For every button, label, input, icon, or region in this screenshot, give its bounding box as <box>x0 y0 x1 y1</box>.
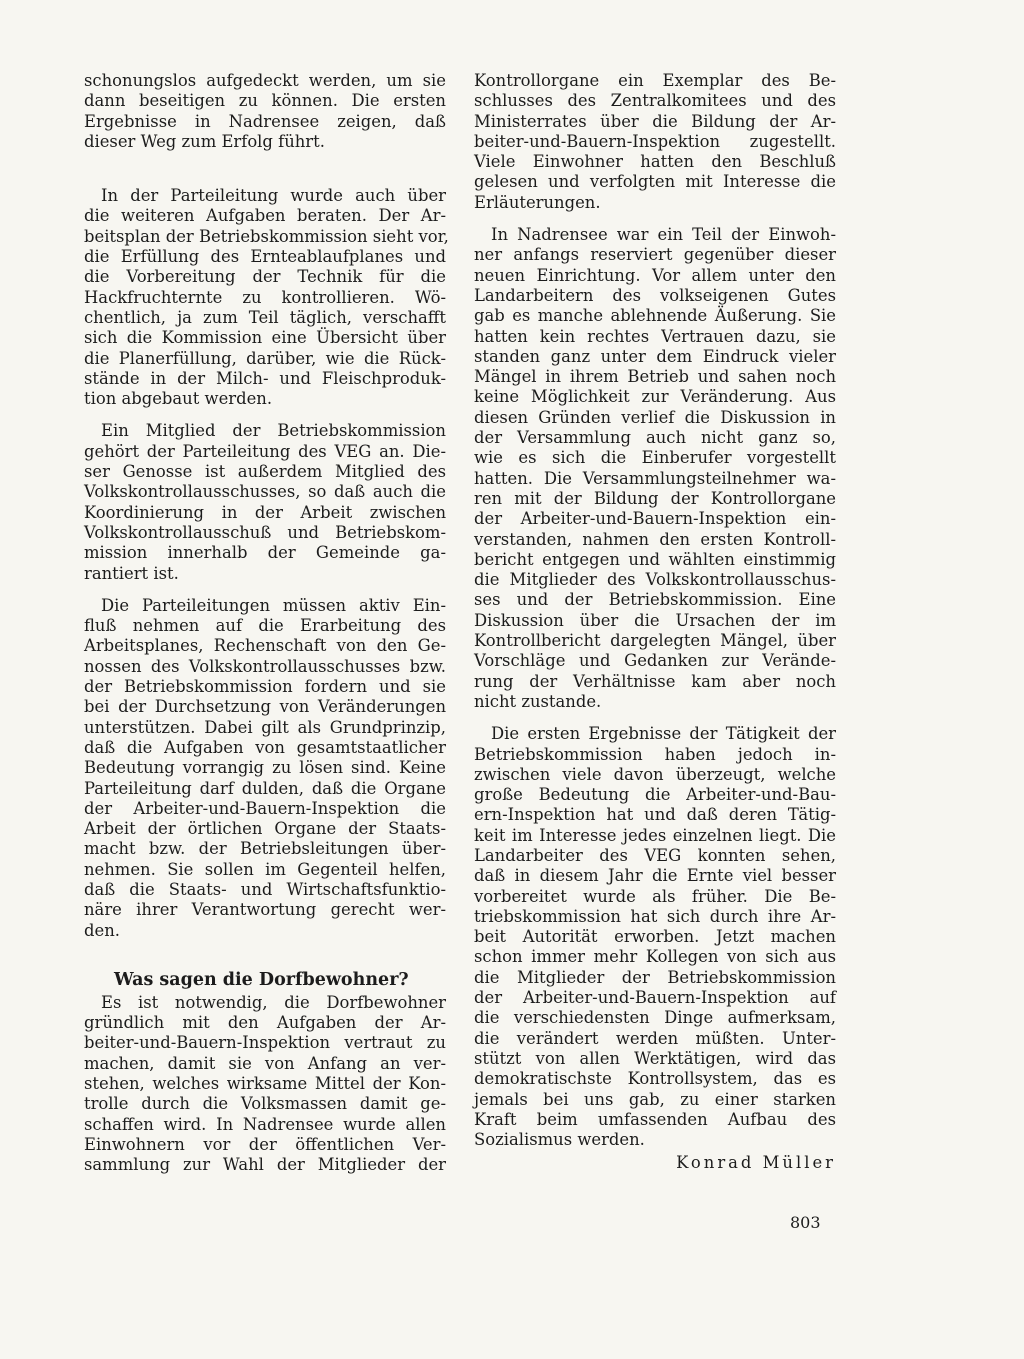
text-line: große Bedeutung die Arbeiter-und-Bau- <box>474 785 836 805</box>
text-line: nicht zustande. <box>474 691 602 711</box>
left-paragraph-4 <box>84 596 446 941</box>
text-line: stehen, welches wirksame Mittel der Kon- <box>84 1074 446 1094</box>
text-line: keine Möglichkeit zur Veränderung. Aus <box>474 387 836 407</box>
text-line: Mängel in ihrem Betrieb und sahen noch <box>474 367 836 387</box>
author-signature: Konrad Müller <box>676 1153 836 1173</box>
text-line: Die Parteileitungen müssen aktiv Ein- <box>101 595 446 615</box>
left-column <box>84 71 449 1176</box>
text-line: jemals bei uns gab, zu einer starken <box>474 1089 836 1109</box>
text-line: gelesen und verfolgten mit Interesse die <box>474 172 836 192</box>
text-line: die Erfüllung des Ernteablaufplanes und <box>84 247 446 267</box>
text-line: Kontrollbericht dargelegten Mängel, über <box>474 631 836 651</box>
text-line: ses und der Betriebskommission. Eine <box>474 590 836 610</box>
text-line: die Mitglieder der Betriebskommission <box>474 967 836 987</box>
text-line: schon immer mehr Kollegen von sich aus <box>474 947 836 967</box>
text-line: bei der Durchsetzung von Veränderungen <box>84 697 446 717</box>
text-line: zwischen viele davon überzeugt, welche <box>474 764 836 784</box>
text-line: stände in der Milch- und Fleischproduk- <box>84 368 446 388</box>
text-line: In Nadrensee war ein Teil der Einwoh- <box>491 225 836 245</box>
right-paragraph-2 <box>474 225 836 712</box>
text-line: tion abgebaut werden. <box>84 389 273 409</box>
text-line: gehört der Parteileitung des VEG an. Die- <box>84 441 446 461</box>
text-line: schonungslos aufgedeckt werden, um sie <box>84 71 446 90</box>
text-line: der Betriebskommission fordern und sie <box>84 677 446 697</box>
text-line: unterstützen. Dabei gilt als Grundprinzip, <box>84 717 446 737</box>
text-line: die verschiedensten Dinge aufmerksam, <box>474 1008 836 1028</box>
text-line: Hackfruchternte zu kontrollieren. Wö- <box>84 287 446 307</box>
text-line: Arbeit der örtlichen Organe der Staats- <box>84 819 446 839</box>
text-line: trolle durch die Volksmassen damit ge- <box>84 1094 446 1114</box>
text-line: näre ihrer Verantwortung gerecht wer- <box>84 900 446 920</box>
text-line: gab es manche ablehnende Äußerung. Sie <box>474 306 836 326</box>
text-line: dieser Weg zum Erfolg führt. <box>84 131 325 151</box>
text-line: verstanden, nahmen den ersten Kontroll- <box>474 529 836 549</box>
text-line: hatten kein rechtes Vertrauen dazu, sie <box>474 326 836 346</box>
right-column <box>474 71 836 1174</box>
text-line: bericht entgegen und wählten einstimmig <box>474 549 836 569</box>
right-paragraph-1 <box>474 71 836 213</box>
left-paragraph-1 <box>84 71 446 152</box>
text-line: die Planerfüllung, darüber, wie die Rück- <box>84 348 446 368</box>
text-line: stützt von allen Werktätigen, wird das <box>474 1048 836 1068</box>
text-line: Es ist notwendig, die Dorfbewohner <box>101 992 446 1012</box>
text-line: sich die Kommission eine Übersicht über <box>84 328 446 348</box>
text-line: triebskommission hat sich durch ihre Ar- <box>474 906 836 926</box>
text-line: Ministerrates über die Bildung der Ar- <box>474 111 836 131</box>
section-heading: Was sagen die Dorfbewohner? <box>114 969 409 990</box>
text-line: die verändert werden müßten. Unter- <box>474 1028 836 1048</box>
text-line: ser Genosse ist außerdem Mitglied des <box>84 462 446 482</box>
text-line: gründlich mit den Aufgaben der Ar- <box>84 1013 446 1033</box>
right-paragraph-3 <box>474 724 836 1150</box>
text-line: machen, damit sie von Anfang an ver- <box>84 1053 446 1073</box>
text-line: daß in diesem Jahr die Ernte viel besser <box>474 866 836 886</box>
text-line: ner anfangs reserviert gegenüber dieser <box>474 245 836 265</box>
text-line: Arbeitsplanes, Rechenschaft von den Ge- <box>84 636 446 656</box>
text-line: ren mit der Bildung der Kontrollorgane <box>474 488 836 508</box>
text-line: Kontrollorgane ein Exemplar des Be- <box>474 71 836 90</box>
text-line: fluß nehmen auf die Erarbeitung des <box>84 616 446 636</box>
text-line: Vorschläge und Gedanken zur Verände- <box>474 651 836 671</box>
text-line: vorbereitet wurde als früher. Die Be- <box>474 886 836 906</box>
text-line: der Arbeiter-und-Bauern-Inspektion die <box>84 798 446 818</box>
text-line: Volkskontrollausschusses, so daß auch die <box>84 482 446 502</box>
text-line: schaffen wird. In Nadrensee wurde allen <box>84 1114 446 1134</box>
text-line: der Versammlung auch nicht ganz so, <box>474 428 836 448</box>
text-line: der Arbeiter-und-Bauern-Inspektion ein- <box>474 509 836 529</box>
left-paragraph-5 <box>84 993 446 1176</box>
text-line: keit im Interesse jedes einzelnen liegt. Die <box>474 825 836 845</box>
text-line: beiter-und-Bauern-Inspektion zugestellt. <box>474 131 836 151</box>
left-paragraph-2 <box>84 186 449 409</box>
text-line: mission innerhalb der Gemeinde ga- <box>84 543 446 563</box>
text-line: hatten. Die Versammlungsteilnehmer wa- <box>474 468 836 488</box>
text-line: Betriebskommission haben jedoch in- <box>474 744 836 764</box>
text-line: Sozialismus werden. <box>474 1130 645 1150</box>
text-line: wie es sich die Einberufer vorgestellt <box>474 448 836 468</box>
text-line: demokratischste Kontrollsystem, das es <box>474 1069 836 1089</box>
text-line: Erläuterungen. <box>474 192 601 212</box>
text-line: diesen Gründen verlief die Diskussion in <box>474 407 836 427</box>
text-line: der Arbeiter-und-Bauern-Inspektion auf <box>474 988 836 1008</box>
text-line: Bedeutung vorrangig zu lösen sind. Keine <box>84 758 446 778</box>
text-line: rantiert ist. <box>84 563 179 583</box>
text-line: nehmen. Sie sollen im Gegenteil helfen, <box>84 859 446 879</box>
text-line: daß die Staats- und Wirtschaftsfunktio- <box>84 879 446 899</box>
text-line: die Vorbereitung der Technik für die <box>84 267 446 287</box>
text-line: rung der Verhältnisse kam aber noch <box>474 671 836 691</box>
text-line: Viele Einwohner hatten den Beschluß <box>474 152 836 172</box>
text-line: Die ersten Ergebnisse der Tätigkeit der <box>491 724 836 744</box>
text-line: macht bzw. der Betriebsleitungen über- <box>84 839 446 859</box>
left-paragraph-3 <box>84 421 446 583</box>
text-line: schlusses des Zentralkomitees und des <box>474 91 836 111</box>
text-line: standen ganz unter dem Eindruck vieler <box>474 346 836 366</box>
text-line: Landarbeitern des volkseigenen Gutes <box>474 285 836 305</box>
text-line: die Mitglieder des Volkskontrollausschus- <box>474 570 836 590</box>
text-line: sammlung zur Wahl der Mitglieder der <box>84 1155 446 1175</box>
text-line: ern-Inspektion hat und daß deren Tätig- <box>474 805 836 825</box>
text-line: Volkskontrollausschuß und Betriebskom- <box>84 522 446 542</box>
text-line: den. <box>84 920 120 940</box>
text-line: Einwohnern vor der öffentlichen Ver- <box>84 1134 446 1154</box>
text-line: chentlich, ja zum Teil täglich, verschafft <box>84 307 446 327</box>
text-line: In der Parteileitung wurde auch über <box>101 186 446 206</box>
text-line: Landarbeiter des VEG konnten sehen, <box>474 845 836 865</box>
text-line: Ergebnisse in Nadrensee zeigen, daß <box>84 111 446 131</box>
text-line: beit Autorität erworben. Jetzt machen <box>474 927 836 947</box>
page-number: 803 <box>790 1213 821 1232</box>
text-line: Koordinierung in der Arbeit zwischen <box>84 502 446 522</box>
text-line: Ein Mitglied der Betriebskommission <box>101 421 446 441</box>
text-line: die weiteren Aufgaben beraten. Der Ar- <box>84 206 446 226</box>
text-line: beiter-und-Bauern-Inspektion vertraut zu <box>84 1033 446 1053</box>
text-line: Kraft beim umfassenden Aufbau des <box>474 1109 836 1129</box>
text-line: daß die Aufgaben von gesamtstaatlicher <box>84 737 446 757</box>
text-line: neuen Einrichtung. Vor allem unter den <box>474 265 836 285</box>
text-line: beitsplan der Betriebskommission sieht vor, <box>84 226 449 246</box>
text-line: dann beseitigen zu können. Die ersten <box>84 91 446 111</box>
text-line: Diskussion über die Ursachen der im <box>474 610 836 630</box>
text-line: Parteileitung darf dulden, daß die Organe <box>84 778 446 798</box>
text-line: nossen des Volkskontrollausschusses bzw. <box>84 656 446 676</box>
